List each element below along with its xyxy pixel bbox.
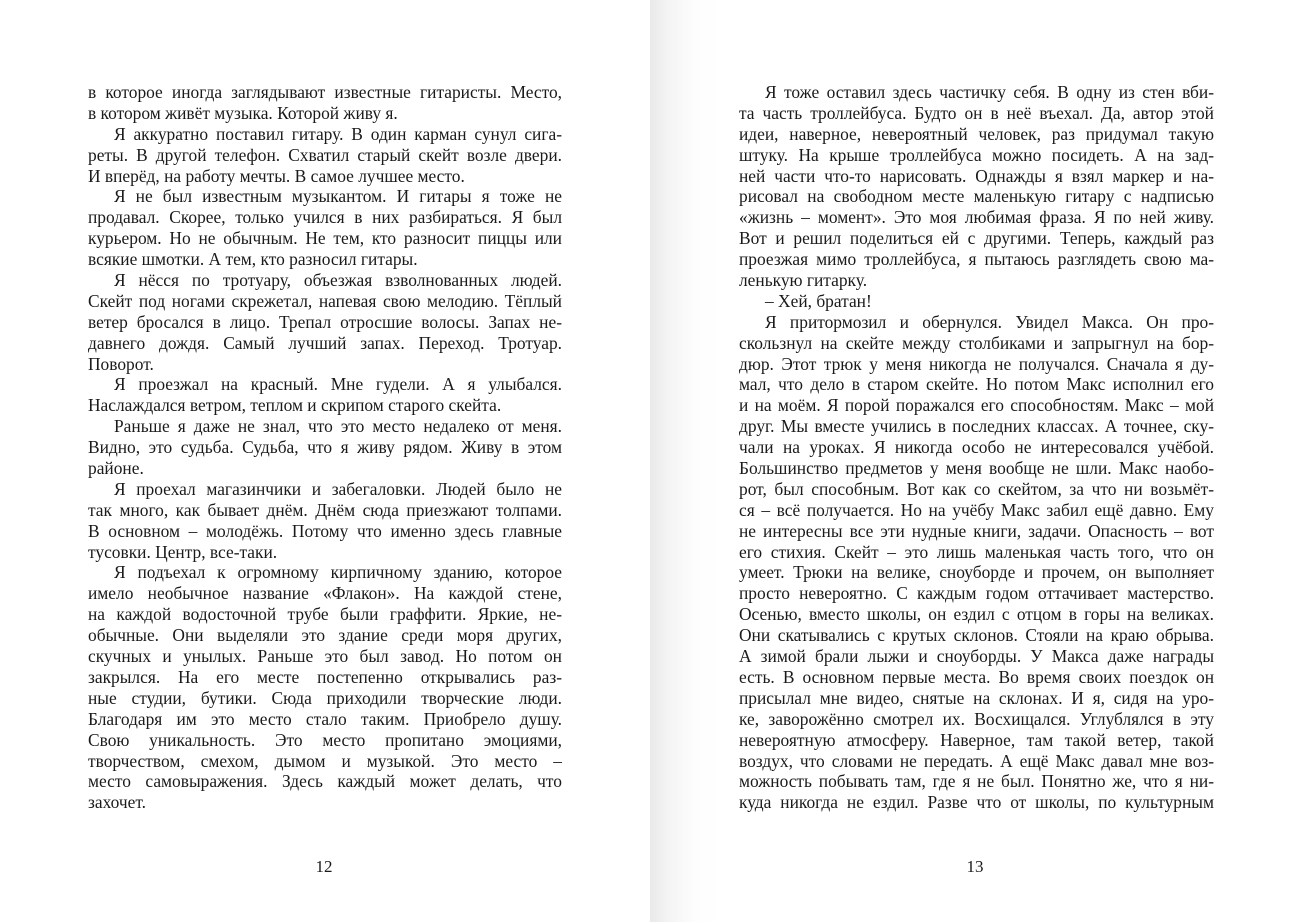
text-line: имело необычное название «Флакон». На каждой стене, — [88, 583, 562, 604]
text-line: куда никогда не ездил. Разве что от школы, по культурным — [739, 792, 1214, 813]
text-line: штуку. На крыше троллейбуса можно посидеть. А на зад- — [739, 144, 1214, 165]
text-line: рот, был способным. Вот как со скейтом, за что ни возьмёт- — [739, 478, 1214, 499]
right-page — [650, 0, 1300, 922]
text-line: ней части что-то нарисовать. Однажды я взял маркер и на- — [739, 165, 1214, 186]
text-line: его стихия. Скейт – это лишь маленькая часть того, что он — [739, 541, 1214, 562]
right-page-text — [739, 82, 1214, 813]
text-line: районе. — [88, 458, 144, 479]
text-line: Раньше я даже не знал, что это место недалеко от меня. — [114, 416, 562, 437]
text-line: Вот и решил поделиться ей с другими. Теперь, каждый раз — [739, 228, 1214, 249]
text-line: в которое иногда заглядывают известные гитаристы. Место, — [88, 82, 562, 102]
text-line: ке, заворожённо смотрел их. Восхищался. Углублялся в эту — [739, 708, 1214, 729]
text-line: скучных и унылых. Раньше это был завод. Но потом он — [88, 646, 562, 667]
text-line: проезжая мимо троллейбуса, я пытаюсь разглядеть свою ма- — [739, 249, 1214, 270]
text-line: рисовал на свободном месте маленькую гитару с надписью — [739, 186, 1214, 207]
text-line: давнего дождя. Самый лучший запах. Переход. Тротуар. — [88, 332, 562, 353]
text-line: Благодаря им это место стало таким. Приобрело душу. — [88, 708, 562, 729]
text-line: ся – всё получается. Но на учёбу Макс забил ещё давно. Ему — [739, 499, 1214, 520]
text-line: «жизнь – момент». Это моя любимая фраза. Я по ней живу. — [739, 207, 1214, 228]
text-line: обычные. Они выделяли это здание среди моря других, — [88, 625, 562, 646]
text-line: реты. В другой телефон. Схватил старый скейт возле двери. — [88, 144, 562, 165]
left-page-number: 12 — [315, 857, 333, 876]
text-line: Большинство предметов у меня вообще не шли. Макс наобо- — [739, 458, 1214, 479]
text-line: Поворот. — [88, 353, 154, 374]
text-line: ные студии, бутики. Сюда приходили творческие люди. — [88, 687, 562, 708]
text-line: и на моём. Я порой поражался его способностям. Макс – мой — [739, 395, 1214, 416]
text-line: Я проезжал на красный. Мне гудели. А я улыбался. — [114, 374, 562, 395]
text-line: Скейт под ногами скрежетал, напевая свою мелодию. Тёплый — [88, 290, 562, 311]
text-line: друг. Мы вместе учились в последних классах. А точнее, ску- — [739, 416, 1214, 437]
text-line: А зимой брали лыжи и сноуборды. У Макса даже награды — [739, 646, 1214, 667]
text-line: скользнул на скейте между столбиками и запрыгнул на бор- — [739, 332, 1214, 353]
text-line: ленькую гитарку. — [739, 270, 868, 291]
text-line: идеи, наверное, невероятный человек, раз придумал такую — [739, 123, 1214, 144]
text-line: присылал мне видео, снятые на склонах. И я, сидя на уро- — [739, 687, 1214, 708]
text-line: Я не был известным музыкантом. И гитары я тоже не — [114, 186, 562, 207]
text-line: тусовки. Центр, все-таки. — [88, 541, 278, 562]
text-line: место самовыражения. Здесь каждый может делать, что — [88, 771, 562, 792]
text-line: просто невероятно. С каждым годом оттачивает мастерство. — [739, 583, 1214, 604]
text-line: захочет. — [88, 792, 146, 813]
text-line: на каждой водосточной трубе были граффити. Яркие, не- — [88, 604, 562, 625]
right-page-number: 13 — [966, 857, 984, 876]
text-line: продавал. Скорее, только учился в них разбираться. Я был — [88, 207, 562, 228]
text-line: чали на уроках. Я никогда особо не интересовался учёбой. — [739, 437, 1214, 458]
text-line: умеет. Трюки на велике, сноуборде и прочем, он выполняет — [739, 562, 1214, 583]
text-line: так много, как бывает днём. Днём сюда приезжают толпами. — [88, 499, 562, 520]
text-line: всякие шмотки. А тем, кто разносил гитары. — [88, 249, 418, 270]
text-line: та часть троллейбуса. Будто он в неё въехал. Да, автор этой — [739, 102, 1214, 123]
text-line: Видно, это судьба. Судьба, что я живу рядом. Живу в этом — [88, 437, 562, 458]
text-line: Свою уникальность. Это место пропитано эмоциями, — [88, 729, 562, 750]
text-line: Осенью, вместо школы, он ездил с отцом в горы на великах. — [739, 604, 1214, 625]
left-page-text — [88, 82, 562, 813]
text-line: Я притормозил и обернулся. Увидел Макса. Он про- — [765, 311, 1214, 332]
text-line: В основном – молодёжь. Потому что именно здесь главные — [88, 520, 562, 541]
text-line: Я нёсся по тротуару, объезжая взволнованных людей. — [114, 270, 562, 291]
text-line: в котором живёт музыка. Которой живу я. — [88, 102, 398, 123]
text-line: Они скатывались с крутых склонов. Стояли на краю обрыва. — [739, 625, 1214, 646]
text-line: мал, что дело в старом скейте. Но потом Макс исполнил его — [739, 374, 1214, 395]
text-line: дюр. Этот трюк у меня никогда не получался. Сначала я ду- — [739, 353, 1214, 374]
text-line: Я подъехал к огромному кирпичному зданию, которое — [114, 562, 562, 583]
text-line: – Хей, братан! — [765, 290, 872, 311]
text-line: творчеством, смехом, дымом и музыкой. Это место – — [88, 750, 562, 771]
text-line: воздух, что словами не передать. А ещё Макс давал мне воз- — [739, 750, 1214, 771]
text-line: Я проехал магазинчики и забегаловки. Людей было не — [114, 478, 562, 499]
text-line: не интересны все эти нудные книги, задачи. Опасность – вот — [739, 520, 1214, 541]
text-line: Я аккуратно поставил гитару. В один карман сунул сига- — [114, 123, 562, 144]
text-line: Наслаждался ветром, теплом и скрипом старого скейта. — [88, 395, 502, 416]
text-line: можность побывать там, где я не был. Понятно же, что я ни- — [739, 771, 1214, 792]
text-line: невероятную атмосферу. Наверное, там такой ветер, такой — [739, 729, 1214, 750]
text-line: закрылся. На его месте постепенно открывались раз- — [88, 666, 562, 687]
text-line: И вперёд, на работу мечты. В самое лучшее место. — [88, 165, 465, 186]
text-line: ветер бросался в лицо. Трепал отросшие волосы. Запах не- — [88, 311, 562, 332]
text-line: курьером. Но не обычным. Не тем, кто разносит пиццы или — [88, 228, 562, 249]
text-line: Я тоже оставил здесь частичку себя. В одну из стен вби- — [765, 82, 1214, 102]
text-line: есть. В основном первые места. Во время своих поездок он — [739, 666, 1214, 687]
